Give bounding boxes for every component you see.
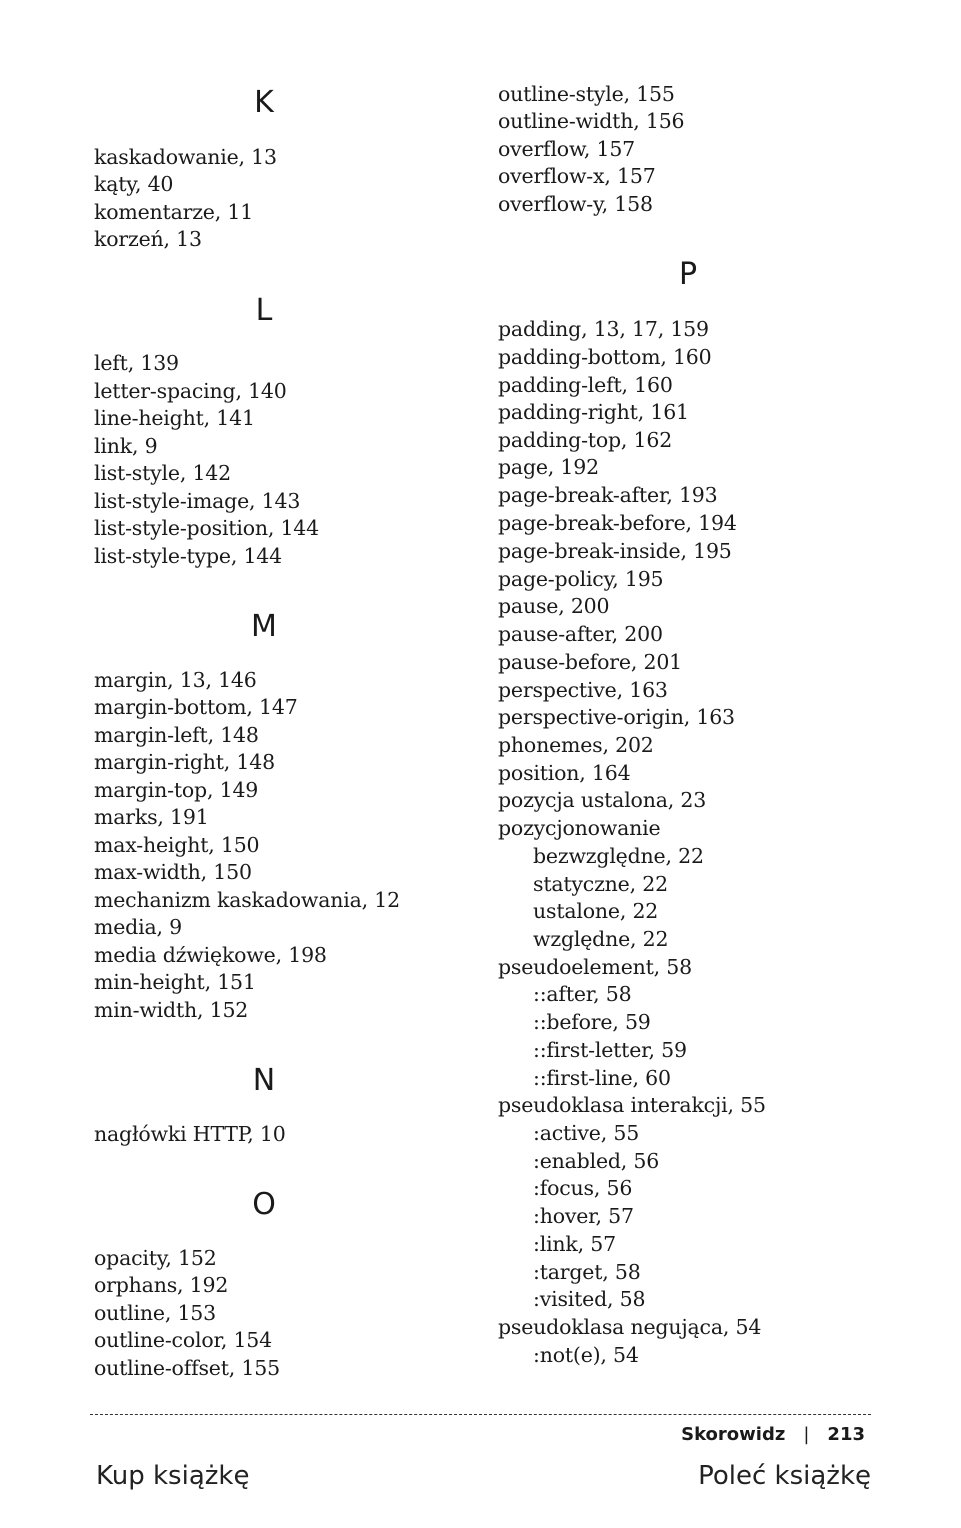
index-entry: nagłówki HTTP, 10 <box>94 1122 286 1146</box>
index-entry: letter-spacing, 140 <box>94 379 287 403</box>
index-subentry: :focus, 56 <box>533 1176 633 1200</box>
index-entry: outline-style, 155 <box>498 82 675 106</box>
index-entry: overflow, 157 <box>498 137 636 161</box>
index-entry: pozycja ustalona, 23 <box>498 788 707 812</box>
index-entry: kąty, 40 <box>94 172 174 196</box>
index-entry: media dźwiękowe, 198 <box>94 943 327 967</box>
index-entry: overflow-x, 157 <box>498 164 656 188</box>
index-entry: left, 139 <box>94 351 179 375</box>
index-subentry: bezwzględne, 22 <box>533 844 704 868</box>
index-entry: link, 9 <box>94 434 158 458</box>
index-letter-heading: O <box>252 1187 276 1222</box>
index-entry: margin-left, 148 <box>94 723 259 747</box>
index-entry: padding-right, 161 <box>498 400 689 424</box>
index-entry: outline-width, 156 <box>498 109 685 133</box>
index-entry: pseudoelement, 58 <box>498 955 692 979</box>
index-entry: list-style-image, 143 <box>94 489 301 513</box>
index-subentry: ::before, 59 <box>533 1010 651 1034</box>
index-entry: outline-color, 154 <box>94 1328 272 1352</box>
index-subentry: :enabled, 56 <box>533 1149 660 1173</box>
index-entry: line-height, 141 <box>94 406 255 430</box>
index-letter-heading: M <box>251 609 277 644</box>
index-subentry: :active, 55 <box>533 1121 640 1145</box>
index-subentry: statyczne, 22 <box>533 872 668 896</box>
index-entry: page-break-before, 194 <box>498 511 737 535</box>
index-entry: pseudoklasa interakcji, 55 <box>498 1093 766 1117</box>
recommend-book-link[interactable]: Poleć książkę <box>698 1461 871 1491</box>
index-entry: pozycjonowanie <box>498 816 661 840</box>
index-letter-heading: L <box>255 293 273 328</box>
buy-book-link[interactable]: Kup książkę <box>96 1461 250 1491</box>
index-entry: media, 9 <box>94 915 182 939</box>
index-entry: max-width, 150 <box>94 860 252 884</box>
index-entry: margin-bottom, 147 <box>94 695 298 719</box>
index-entry: margin-right, 148 <box>94 750 275 774</box>
index-subentry: ::first-letter, 59 <box>533 1038 687 1062</box>
index-entry: min-height, 151 <box>94 970 256 994</box>
page-number: 213 <box>827 1424 865 1445</box>
index-subentry: ::first-line, 60 <box>533 1066 671 1090</box>
index-subentry: ::after, 58 <box>533 982 632 1006</box>
index-entry: mechanizm kaskadowania, 12 <box>94 888 400 912</box>
index-entry: padding-bottom, 160 <box>498 345 712 369</box>
index-subentry: :not(e), 54 <box>533 1343 639 1367</box>
index-entry: min-width, 152 <box>94 998 249 1022</box>
footer-rule <box>90 1414 871 1415</box>
index-entry: orphans, 192 <box>94 1273 229 1297</box>
index-entry: outline-offset, 155 <box>94 1356 280 1380</box>
index-entry: page-break-inside, 195 <box>498 539 732 563</box>
index-entry: pseudoklasa negująca, 54 <box>498 1315 762 1339</box>
index-entry: position, 164 <box>498 761 631 785</box>
running-footer <box>681 1424 865 1445</box>
index-entry: outline, 153 <box>94 1301 216 1325</box>
index-entry: pause, 200 <box>498 594 610 618</box>
index-entry: pause-before, 201 <box>498 650 683 674</box>
index-entry: page-break-after, 193 <box>498 483 718 507</box>
index-entry: max-height, 150 <box>94 833 260 857</box>
index-entry: page, 192 <box>498 455 599 479</box>
index-subentry: ustalone, 22 <box>533 899 659 923</box>
index-entry: list-style-position, 144 <box>94 516 319 540</box>
index-letter-heading: P <box>678 257 698 292</box>
index-subentry: :link, 57 <box>533 1232 616 1256</box>
index-entry: pause-after, 200 <box>498 622 663 646</box>
index-entry: kaskadowanie, 13 <box>94 145 277 169</box>
index-entry: page-policy, 195 <box>498 567 664 591</box>
index-entry: margin-top, 149 <box>94 778 259 802</box>
index-entry: perspective, 163 <box>498 678 668 702</box>
index-entry: marks, 191 <box>94 805 209 829</box>
footer-separator: | <box>803 1424 810 1445</box>
index-entry: perspective-origin, 163 <box>498 705 735 729</box>
index-entry: komentarze, 11 <box>94 200 254 224</box>
index-entry: padding, 13, 17, 159 <box>498 317 709 341</box>
index-subentry: :hover, 57 <box>533 1204 634 1228</box>
index-subentry: :target, 58 <box>533 1260 641 1284</box>
index-letter-heading: N <box>252 1063 276 1098</box>
index-entry: list-style-type, 144 <box>94 544 282 568</box>
index-subentry: względne, 22 <box>533 927 669 951</box>
index-entry: padding-top, 162 <box>498 428 673 452</box>
index-entry: margin, 13, 146 <box>94 668 257 692</box>
index-entry: korzeń, 13 <box>94 227 202 251</box>
index-entry: list-style, 142 <box>94 461 231 485</box>
index-entry: padding-left, 160 <box>498 373 673 397</box>
index-entry: opacity, 152 <box>94 1246 217 1270</box>
index-entry: overflow-y, 158 <box>498 192 653 216</box>
index-entry: phonemes, 202 <box>498 733 654 757</box>
index-letter-heading: K <box>254 85 274 120</box>
index-subentry: :visited, 58 <box>533 1287 646 1311</box>
footer-section-title: Skorowidz <box>681 1424 786 1445</box>
